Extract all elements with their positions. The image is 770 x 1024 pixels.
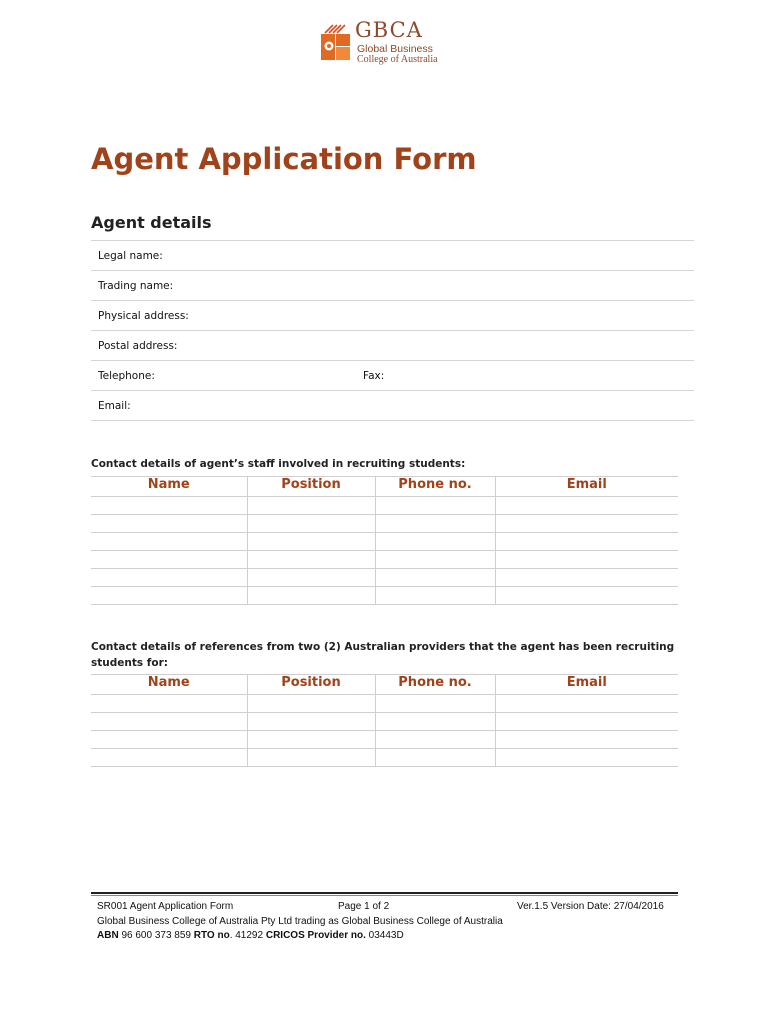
footer-page-number: Page 1 of 2: [338, 901, 390, 912]
table-cell[interactable]: [91, 587, 247, 605]
table-header-row: [91, 477, 678, 497]
column-header-email: Email: [495, 477, 678, 497]
email-field[interactable]: [91, 390, 694, 421]
references-table: [91, 674, 678, 767]
table-cell[interactable]: [495, 713, 678, 731]
table-row: [91, 731, 678, 749]
cricos-value: 03443D: [368, 930, 404, 941]
abn-label: ABN: [97, 930, 119, 941]
table-row: [91, 515, 678, 533]
page-title: Agent Application Form: [91, 142, 477, 176]
postal-address-field[interactable]: [91, 330, 694, 361]
table-cell[interactable]: [91, 569, 247, 587]
table-row: [91, 533, 678, 551]
table-cell[interactable]: [91, 713, 247, 731]
legal-name-label: Legal name:: [98, 250, 163, 262]
logo-emblem-icon: [321, 24, 351, 60]
table-cell[interactable]: [91, 695, 247, 713]
footer-company: Global Business College of Australia Pty Ltd trading as Global Business College of Australia: [97, 916, 503, 927]
physical-address-label: Physical address:: [98, 310, 189, 322]
table-cell[interactable]: [375, 587, 495, 605]
table-cell[interactable]: [375, 533, 495, 551]
table-cell[interactable]: [247, 713, 375, 731]
abn-value: 96 600 373 859: [121, 930, 191, 941]
college-logo: [321, 18, 441, 68]
table-row: [91, 569, 678, 587]
table-cell[interactable]: [495, 515, 678, 533]
table-cell[interactable]: [247, 731, 375, 749]
column-header-email: Email: [495, 675, 678, 695]
logo-abbreviation: GBCA: [355, 18, 423, 42]
table-cell[interactable]: [247, 587, 375, 605]
table-row: [91, 713, 678, 731]
table-cell[interactable]: [375, 713, 495, 731]
column-header-phone: Phone no.: [375, 675, 495, 695]
staff-table-caption: Contact details of agent’s staff involved in recruiting students:: [91, 458, 466, 470]
table-cell[interactable]: [375, 515, 495, 533]
table-cell[interactable]: [247, 551, 375, 569]
rto-label: RTO no: [193, 930, 230, 941]
table-row: [91, 497, 678, 515]
table-cell[interactable]: [247, 497, 375, 515]
table-cell[interactable]: [375, 569, 495, 587]
postal-address-label: Postal address:: [98, 340, 178, 352]
table-cell[interactable]: [247, 695, 375, 713]
table-cell[interactable]: [495, 551, 678, 569]
section-title: Agent details: [91, 213, 212, 232]
table-row: [91, 749, 678, 767]
table-cell[interactable]: [91, 533, 247, 551]
staff-contacts-table: [91, 476, 678, 605]
logo-line-2: College of Australia: [357, 54, 438, 65]
column-header-position: Position: [247, 477, 375, 497]
trading-name-field[interactable]: [91, 270, 694, 301]
table-cell[interactable]: [375, 731, 495, 749]
table-cell[interactable]: [375, 551, 495, 569]
table-cell[interactable]: [91, 515, 247, 533]
table-cell[interactable]: [495, 731, 678, 749]
cricos-label: CRICOS Provider no.: [265, 930, 366, 941]
footer-divider-thin: [91, 895, 678, 896]
table-cell[interactable]: [495, 533, 678, 551]
footer-divider: [91, 892, 678, 894]
table-cell[interactable]: [247, 569, 375, 587]
table-cell[interactable]: [495, 695, 678, 713]
table-cell[interactable]: [375, 695, 495, 713]
physical-address-field[interactable]: [91, 300, 694, 331]
column-header-phone: Phone no.: [375, 477, 495, 497]
table-cell[interactable]: [91, 497, 247, 515]
trading-name-label: Trading name:: [98, 280, 174, 292]
email-label: Email:: [98, 400, 131, 412]
table-cell[interactable]: [247, 749, 375, 767]
references-table-caption: Contact details of references from two (2) Australian providers that the agent has been recruiting students for:: [91, 641, 675, 669]
table-cell[interactable]: [375, 497, 495, 515]
footer-version: Ver.1.5 Version Date: 27/04/2016: [517, 901, 664, 912]
column-header-name: Name: [91, 675, 247, 695]
table-cell[interactable]: [375, 749, 495, 767]
telephone-fax-field[interactable]: [91, 360, 694, 391]
table-cell[interactable]: [495, 497, 678, 515]
rto-value: . 41292: [229, 930, 264, 941]
table-row: [91, 695, 678, 713]
table-cell[interactable]: [91, 551, 247, 569]
table-row: [91, 587, 678, 605]
table-cell[interactable]: [247, 515, 375, 533]
fax-label: Fax:: [363, 370, 385, 382]
table-cell[interactable]: [91, 749, 247, 767]
logo-line-1: Global Business: [357, 43, 433, 55]
footer-form-id: SR001 Agent Application Form: [97, 901, 234, 912]
table-header-row: [91, 675, 678, 695]
column-header-position: Position: [247, 675, 375, 695]
legal-name-field[interactable]: [91, 240, 694, 271]
table-cell[interactable]: [495, 587, 678, 605]
table-row: [91, 551, 678, 569]
column-header-name: Name: [91, 477, 247, 497]
field-divider: [91, 420, 694, 421]
table-cell[interactable]: [495, 749, 678, 767]
table-cell[interactable]: [91, 731, 247, 749]
table-cell[interactable]: [495, 569, 678, 587]
table-cell[interactable]: [247, 533, 375, 551]
footer-registration: [97, 930, 404, 941]
telephone-label: Telephone:: [98, 370, 155, 382]
